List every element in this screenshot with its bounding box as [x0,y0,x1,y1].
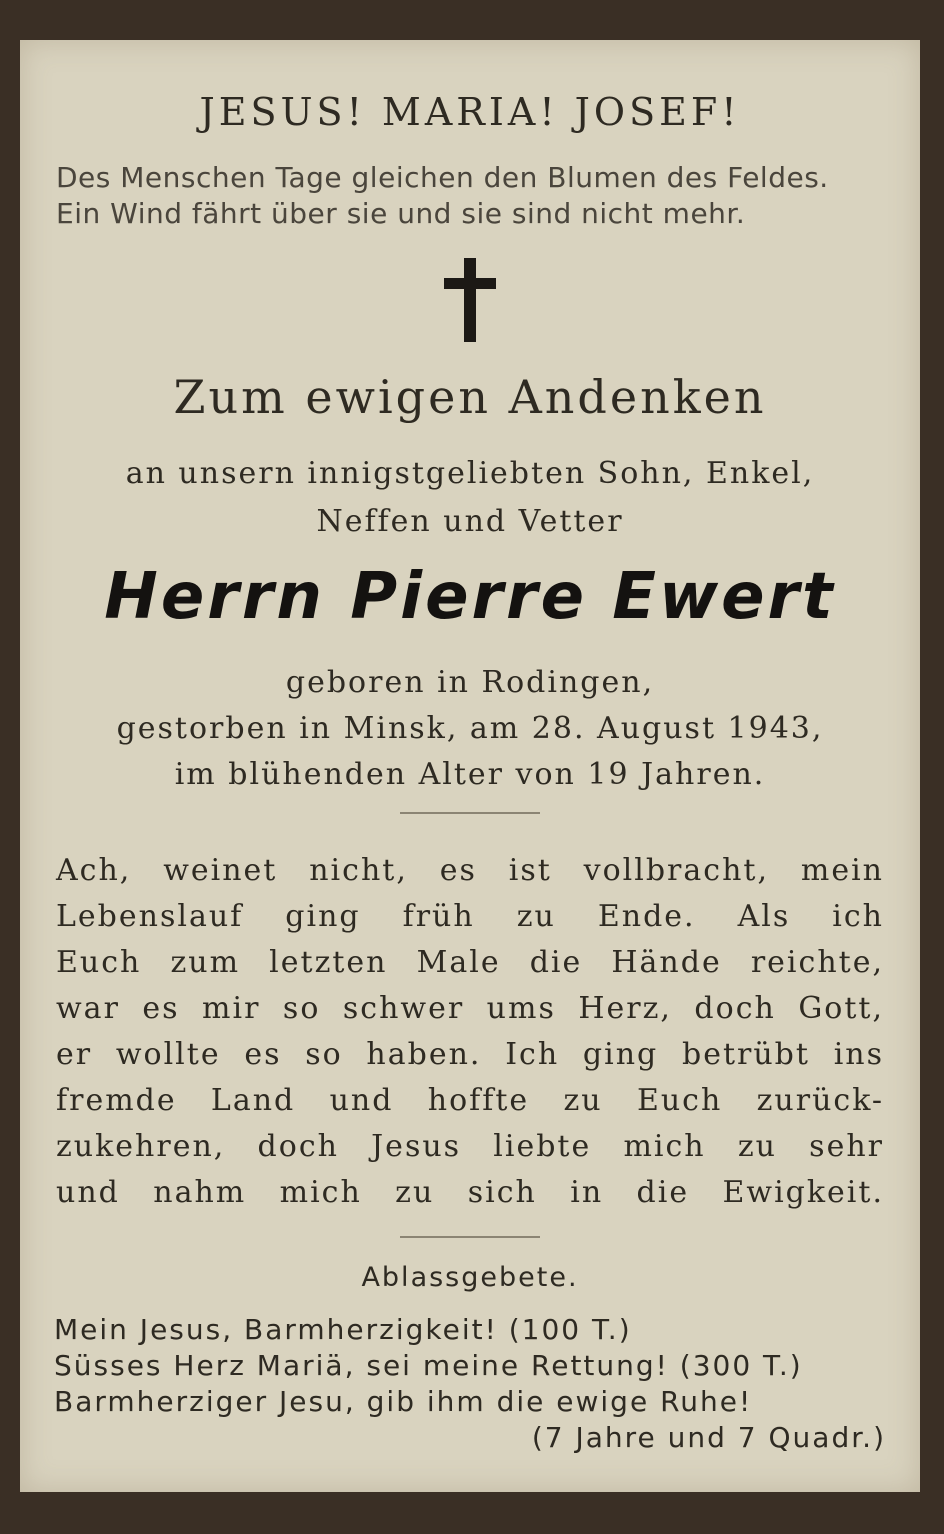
prayer-indulgence: (7 Jahre und 7 Quadr.) [531,1421,886,1454]
divider [400,1236,540,1238]
prayers [54,1312,886,1456]
age-line: im blühenden Alter von 19 Jahren. [174,757,766,792]
memorial-card [20,40,920,1492]
poem-line: zukehren, doch Jesus liebte mich zu sehr [56,1129,884,1164]
poem-line: Lebenslauf ging früh zu Ende. Als ich [56,899,884,934]
intro [20,450,920,546]
birth-line: geboren in Rodingen, [285,665,655,700]
prayer-line: Mein Jesus, Barmherzigkeit! (100 T.) [54,1313,632,1346]
intro-line: Neffen und Vetter [316,504,624,539]
heading: Zum ewigen Andenken [173,370,767,424]
poem-line: fremde Land und hoffte zu Euch zurück- [56,1083,884,1118]
poem-line: war es mir so schwer ums Herz, doch Gott, [56,991,884,1026]
life-details [20,660,920,798]
motto [56,160,884,232]
motto-line: Ein Wind fährt über sie und sie sind nicht mehr. [56,197,746,230]
poem-line: Euch zum letzten Male die Hände reichte, [56,945,884,980]
poem [56,848,884,1216]
divider [400,812,540,814]
cross-container [20,258,920,342]
deceased-name: Herrn Pierre Ewert [104,560,836,634]
poem-line: und nahm mich zu sich in die Ewigkeit. [56,1175,884,1210]
poem-line: Ach, weinet nicht, es ist vollbracht, mein [56,853,884,888]
intro-line: an unsern innigstgeliebten Sohn, Enkel, [125,456,815,491]
poem-line: er wollte es so haben. Ich ging betrübt ins [56,1037,884,1072]
motto-line: Des Menschen Tage gleichen den Blumen des Feldes. [56,161,829,194]
invocation: JESUS! MARIA! JOSEF! [199,90,741,134]
prayer-line: Süsses Herz Mariä, sei meine Rettung! (300 T.) [54,1349,803,1382]
death-line: gestorben in Minsk, am 28. August 1943, [116,711,824,746]
latin-cross-icon [442,258,498,342]
prayer-line: Barmherziger Jesu, gib ihm die ewige Ruhe! [54,1385,753,1418]
prayer-title: Ablassgebete. [361,1262,579,1293]
